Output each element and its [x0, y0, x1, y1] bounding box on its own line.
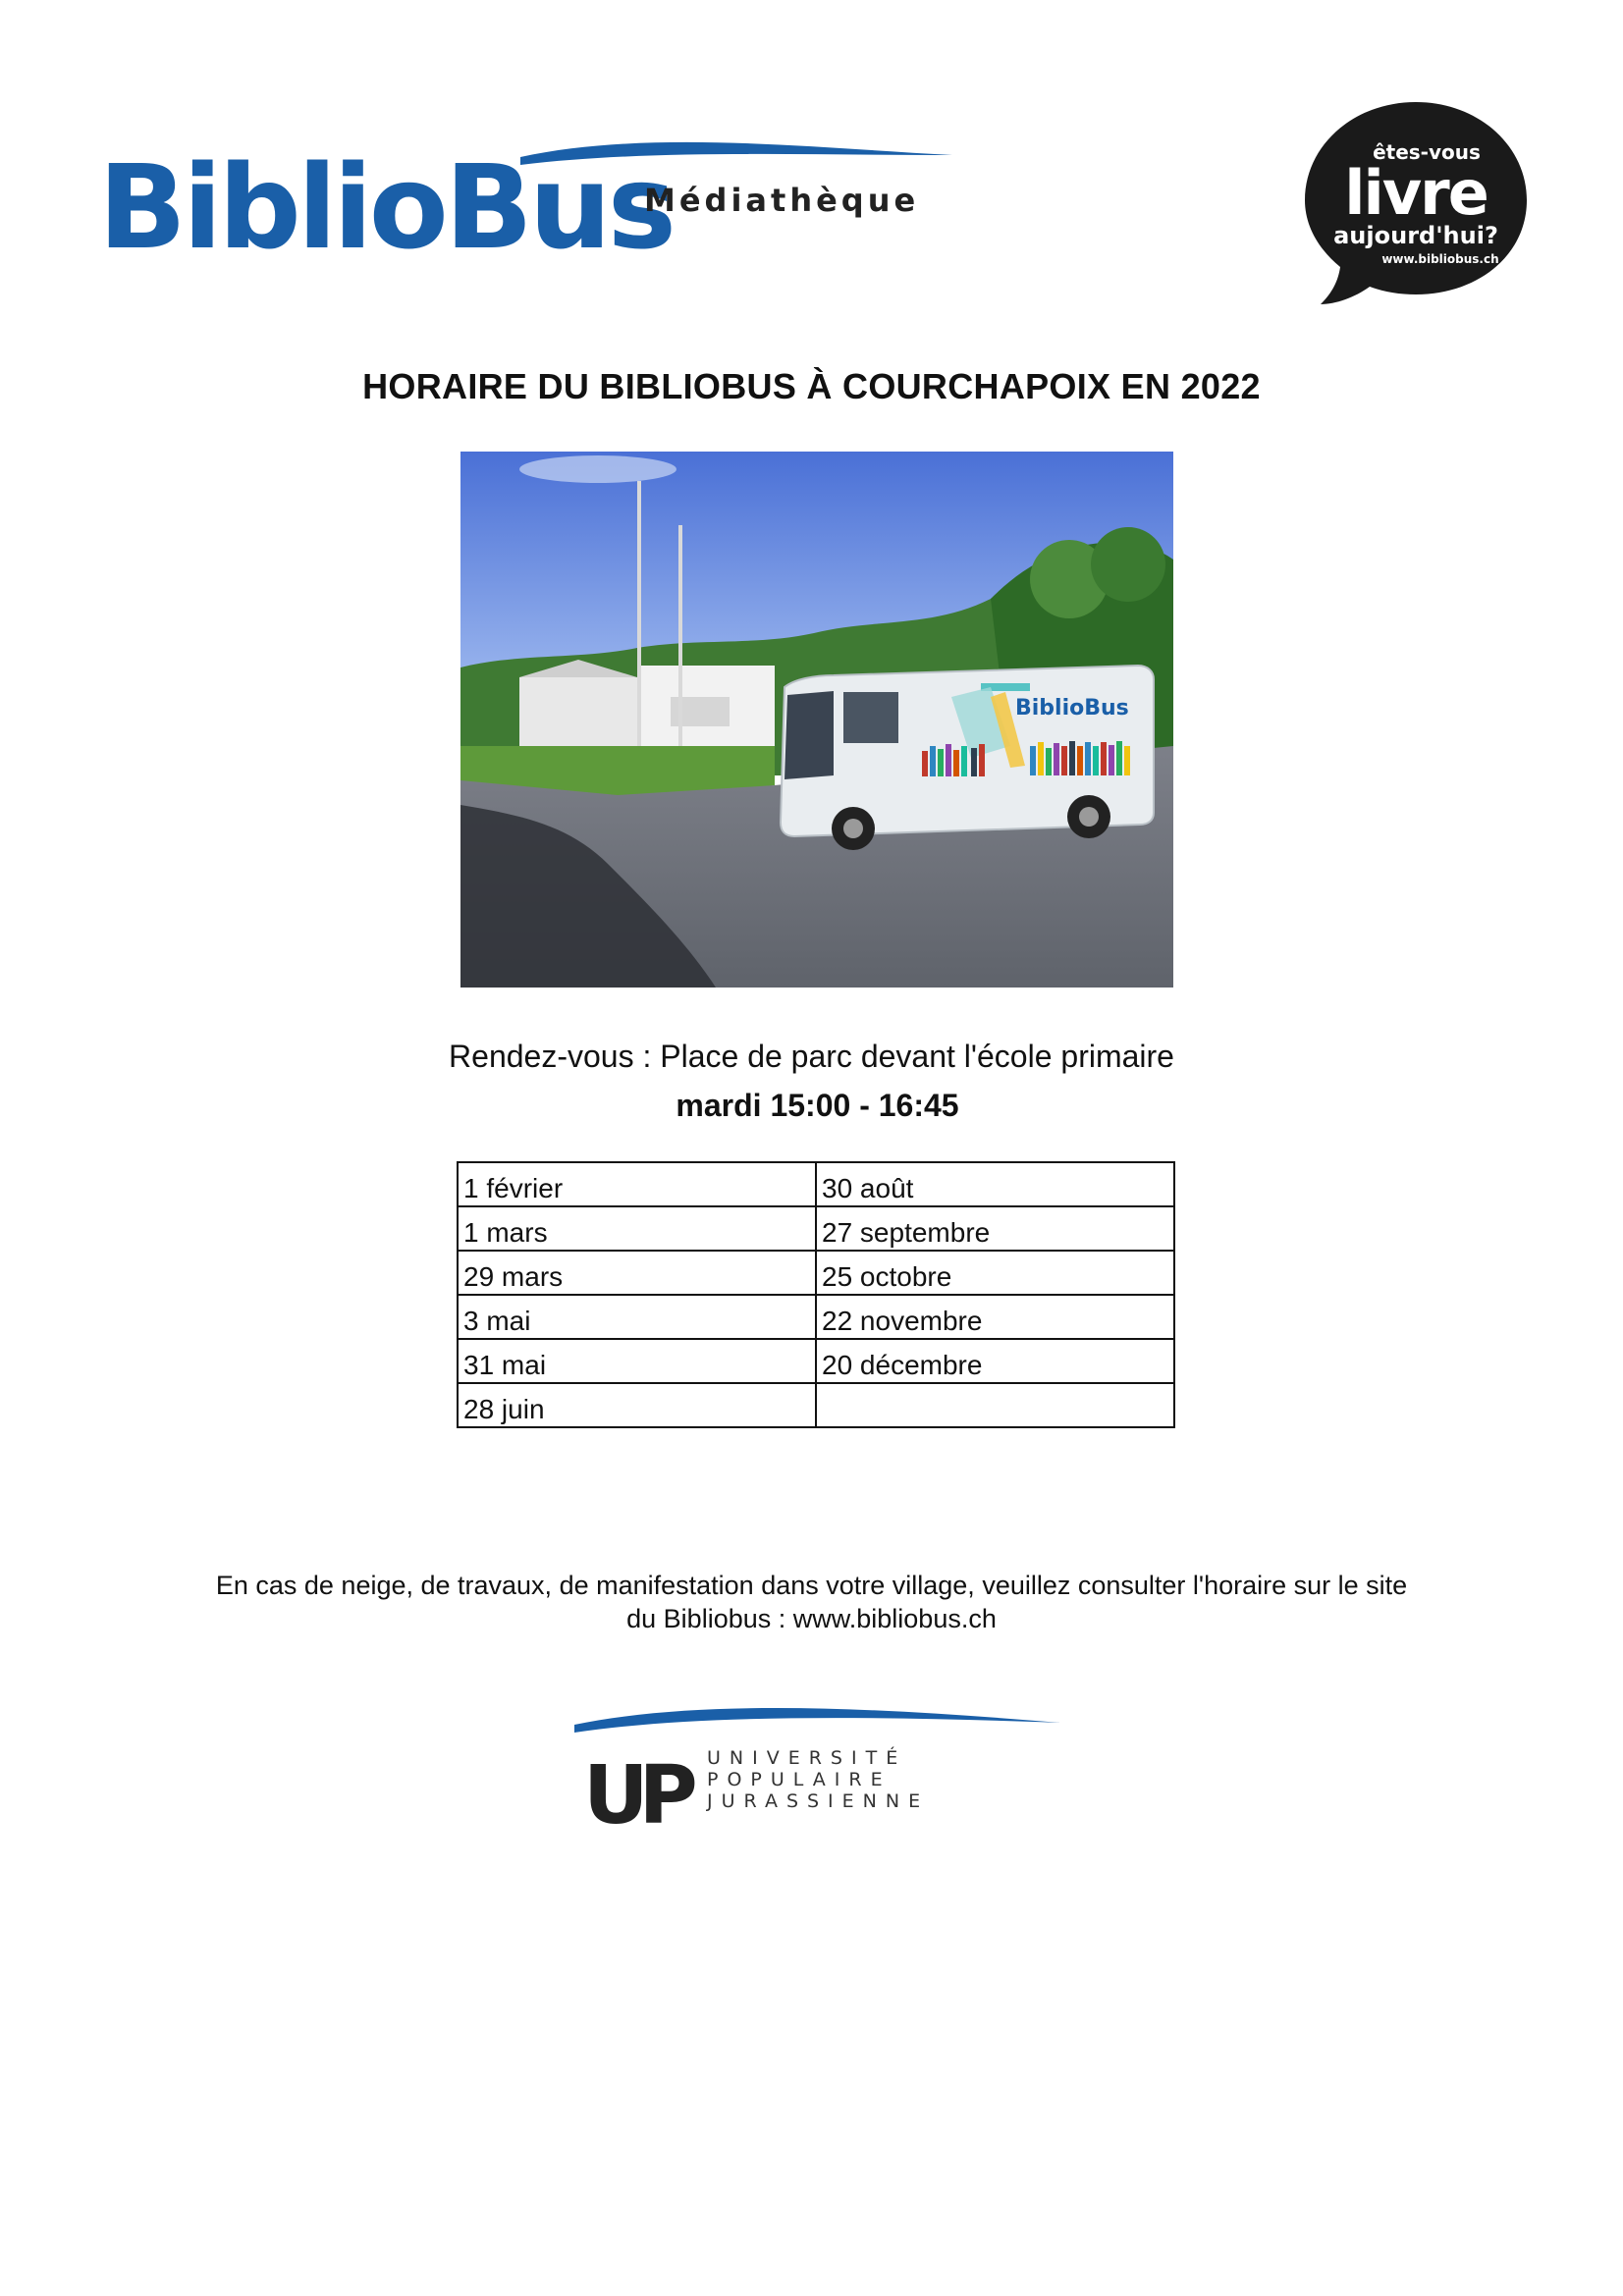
- page-title: HORAIRE DU BIBLIOBUS À COURCHAPOIX EN 2022: [362, 366, 1261, 406]
- up-line2: POPULAIRE: [707, 1769, 892, 1790]
- date-cell: 31 mai: [458, 1339, 816, 1383]
- up-mark: UP: [583, 1749, 688, 1831]
- badge-line2: livre: [1344, 157, 1488, 229]
- table-row: [458, 1339, 1174, 1383]
- schedule-table: [457, 1161, 1175, 1428]
- date-cell: 1 mars: [458, 1206, 816, 1251]
- livre-badge: [1301, 98, 1532, 309]
- logo-swoosh: [574, 1708, 1060, 1733]
- meeting-place: Rendez-vous : Place de parc devant l'école primaire: [449, 1039, 1174, 1074]
- table-row: [458, 1383, 1174, 1427]
- date-cell: [816, 1383, 1174, 1427]
- badge-url: www.bibliobus.ch: [1381, 252, 1499, 266]
- up-line1: UNIVERSITÉ: [707, 1747, 907, 1769]
- date-cell: 27 septembre: [816, 1206, 1174, 1251]
- table-row: [458, 1162, 1174, 1206]
- table-row: [458, 1251, 1174, 1295]
- bus-icon: [781, 666, 1154, 850]
- badge-line3: aujourd'hui?: [1333, 222, 1498, 249]
- bibliobus-logo: [98, 137, 962, 265]
- date-cell: 29 mars: [458, 1251, 816, 1295]
- date-cell: 20 décembre: [816, 1339, 1174, 1383]
- date-cell: 22 novembre: [816, 1295, 1174, 1339]
- date-cell: 28 juin: [458, 1383, 816, 1427]
- table-row: [458, 1295, 1174, 1339]
- date-cell: 30 août: [816, 1162, 1174, 1206]
- table-row: [458, 1206, 1174, 1251]
- date-cell: 25 octobre: [816, 1251, 1174, 1295]
- bus-photo: [460, 452, 1173, 988]
- badge-line1: êtes-vous: [1373, 140, 1481, 164]
- snow-notice: [147, 1569, 1476, 1635]
- up-logo: [569, 1703, 1065, 1831]
- meeting-time: mardi 15:00 - 16:45: [676, 1088, 959, 1123]
- up-line3: JURASSIENNE: [707, 1790, 930, 1812]
- brand-subtitle: Médiathèque: [644, 182, 920, 219]
- notice-line2: du Bibliobus : www.bibliobus.ch: [626, 1604, 997, 1633]
- date-cell: 1 février: [458, 1162, 816, 1206]
- notice-line1: En cas de neige, de travaux, de manifestation dans votre village, veuillez consulter l'horaire sur le site: [215, 1571, 1408, 1600]
- bus-label: BiblioBus: [1015, 696, 1129, 721]
- brand-name: BiblioBus: [98, 139, 673, 265]
- date-cell: 3 mai: [458, 1295, 816, 1339]
